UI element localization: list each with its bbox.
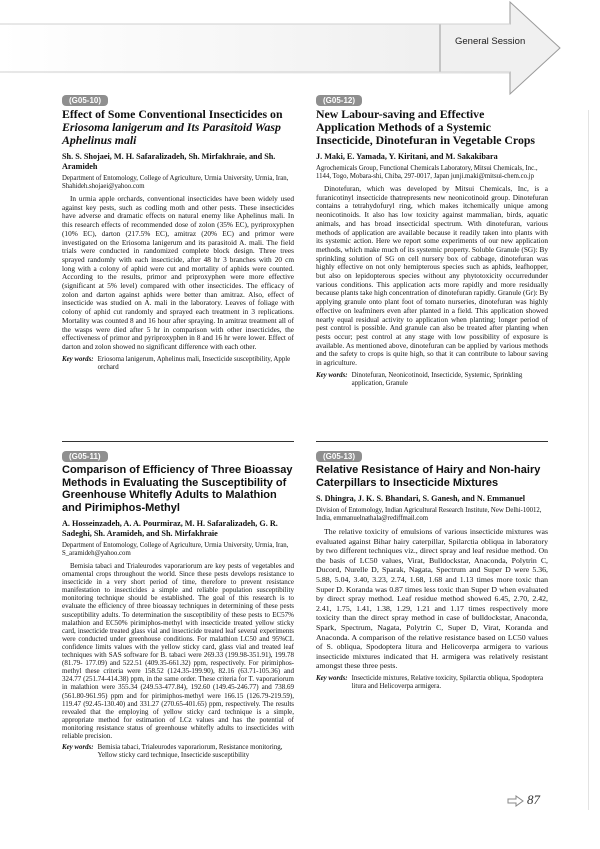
page-arrow-icon <box>507 795 525 807</box>
divider-right <box>316 441 548 442</box>
paper-code-badge: (G05-12) <box>316 95 362 106</box>
paper-title: Relative Resistance of Hairy and Non-hairy Caterpillars to Insecticide Mixtures <box>316 464 541 489</box>
paper-g05-12 <box>316 90 548 388</box>
paper-keywords <box>62 356 294 372</box>
section-label: General Session <box>455 36 526 47</box>
keywords-label: Key words: <box>62 744 94 752</box>
paper-g05-11 <box>62 446 294 760</box>
page-number: 87 <box>527 792 540 807</box>
paper-abstract: The relative toxicity of emulsions of various insecticide mixtures was evaluated against Bihar hairy caterpillar, Spilarctia obliqua in laboratory by two different techniques viz., direct spray and leaf residue method. On the basis of LC50 values, Virat, Bulldockstar, Anaconda, Polytrin C, Ducord, Nurelle D, Sparak, Nagata, Spectrum and Super D were 5.36, 5.88, 5.04, 3.40, 3.23, 2.74, 1.68, 1.68 and 1.13 times more toxic than Super D. Koranda was 0.87 times less toxic than Super D when evaluated by direct spray method. Leaf residue method showed 6.45, 2.70, 2.42, 2.41, 1.75, 1.41, 1.38, 1.29, 1.21 and 1.17 times respectively more toxicity than the direct spray method in case of bulldockstar, Anaconda, Spark, Spectrum, Nagata, Polytrin C, Super D, Virat, Koranda and Anaconda. A comparison of the relative resistance based on LC50 values of S. obliqua, Spodoptera litura and Helicoverpa armigera to various insecticide mixtures indicated that H. armigera was relatively resistant amongst these three pests. <box>316 527 548 671</box>
keywords-label: Key words: <box>316 674 348 682</box>
keywords-value: Eriosoma lanigerum, Aphelinus mali, Insecticide susceptibility, Apple orchard <box>97 355 291 371</box>
paper-code-badge: (G05-13) <box>316 451 362 462</box>
keywords-value: Insecticide mixtures, Relative toxicity, Spilarctia obliqua, Spodoptera litura and Helicoverpa armigera. <box>351 674 544 690</box>
paper-authors: J. Maki, E. Yamada, Y. Kiritani, and M. Sakakibara <box>316 152 498 161</box>
paper-affiliation: Department of Entomology, College of Agriculture, Urmia University, Urmia, Iran, S_aramideh@yahoo.com <box>62 542 289 557</box>
page-edge-decoration <box>588 110 595 810</box>
keywords-label: Key words: <box>316 371 348 379</box>
paper-authors: A. Hosseinzadeh, A. A. Pourmiraz, M. H. Safaralizadeh, G. R. Sadeghi, Sh. Aramideh, and Sh. Mirfakhraie <box>62 519 278 538</box>
keywords-value: Bemisia tabaci, Trialeurodes vaporariorum, Resistance monitoring, Yellow sticky card technique, Insecticide susceptibility <box>97 744 283 760</box>
paper-code-badge: (G05-11) <box>62 451 108 462</box>
paper-g05-13 <box>316 446 548 691</box>
divider-left <box>62 441 294 442</box>
paper-keywords <box>316 675 548 691</box>
keywords-label: Key words: <box>62 355 94 363</box>
paper-code-badge: (G05-10) <box>62 95 108 106</box>
paper-title: Effect of Some Conventional Insecticides on Eriosoma lanigerum and Its Parasitoid Wasp Aphelinus mali <box>62 107 283 147</box>
paper-g05-10 <box>62 90 294 372</box>
paper-affiliation: Division of Entomology, Indian Agricultural Research Institute, New Delhi-10012, India, emmanuelnathala@rediffmail.com <box>316 507 542 522</box>
paper-affiliation: Department of Entomology, College of Agriculture, Urmia University, Urmia, Iran, Shahideh.shojaei@yahoo.com <box>62 175 289 190</box>
paper-abstract: Bemisia tabaci and Trialeurodes vaporariorum are key pests of vegetables and ornamental crops throughout the world. Since these pests develops resistance to insecticide in a very short period of time, therefore to prevent resistance manifestation to insecticides a simple and reliable population susceptibility monitoring technique should be established. The goal of this research is to evaluate the efficiency of three bioassay techniques in determining of these pests susceptibility adults. To determination the susceptibility of these pests to EC57% malathion and EC50% pirimiphos-methyl with insecticide treated yellow sticky card, insecticide treated glass vial and insecticide treated leaf several experiments were conducted under greenhouse conditions. For malathion LC50 and 95%CL confidence limits values with the yellow sticky card, glass vial and treated leaf techniques with SAS software for B. tabaci were 269.33 (199.98-351.91), 199.78 (81.79- 177.09) and 522.51 (409.35-661.32) ppm, respectively. For pirimiphos-methyl these criteria were 158.52 (124.35-199.90), 82.16 (63.71-105.36) and 324.77 (251.74-414.38) ppm, in the same order. These criteria for T. vaporariorum in malathion were 355.34 (249.53-477.84), 192.60 (149.45-246.77) and 738.69 (561.80-961.95) ppm and for pirimiphos-methyl were 166.15 (126.79-219.59), 119.47 (92.45-130.40) and 331.27 (270.65-401.65) ppm, respectively. The results revealed that the employing of yellow sticky card technique is a simple, appropriate method for estimation of LCz values and has the potential of monitoring resistance status of greenhouse whitefly adults to insecticides with reliable precision. <box>62 562 294 740</box>
paper-title: New Labour-saving and Effective Application Methods of a Systemic Insecticide, Dinotefuran in Vegetable Crops <box>316 107 536 147</box>
paper-keywords <box>62 744 294 760</box>
paper-keywords <box>316 372 548 388</box>
keywords-value: Dinotefuran, Neonicotinoid, Insecticide, Systemic, Sprinkling application, Granule <box>351 371 523 387</box>
paper-abstract: Dinotefuran, which was developed by Mitsui Chemicals, Inc, is a furanicotinyl insecticide thatrepresents new neonicotinoid group. Dinotefuran contains a tetrahydofuryl ring, which makes itchemically unique among neonicotinoids. It also has low toxicity against mammalian, birds, aquatic animals, and has broad insecticidal spectrum. With dinotefuran, various methods of application are available because it readily taken into plants with its systemic action. Here we report some experiments of our new application methods, which make much of its systemic property. Soluble Granule (SG): By sprinkling solution of SG on cell nursery box of cabbage, dinotefuran was highly effective on not only hemipterous species such as aphids, leafhopper, but also on lepidopterous species without any phytotoxicity occurredunder various conditions. This application acts more rapidly and more residually because plants take high concentration of dinotefuran rapidly. Granule (Gr): By applying granule onto plant foot of tomato nurseries, dinotefuran was highly effective on leafminers even after planted in a field. This application showed nearly equal residual activity to application when planting; longer period of pest control is possible. And granule can also be treated after planting when pests occur; pest control at any stage with low possibility of exposure is available. As mentioned above, dinotefuran can be applied by various methods and the safety to crops is quite high, so that it can contribute to labour saving in agriculture. <box>316 184 548 368</box>
header-arrow-band <box>0 0 600 98</box>
paper-affiliation: Agrochemicals Group, Functional Chemicals Laboratory, Mitsui Chemicals, Inc., 1144, Togo, Mobara-shi, Chiba, 297-0017, Japan junji.maki@mitsui-chem.co.jp <box>316 165 538 180</box>
paper-title: Comparison of Efficiency of Three Bioassay Methods in Evaluating the Susceptibility of Greenhouse Whitefly Adults to Malathion and Pirimiphos-Methyl <box>62 464 293 514</box>
paper-authors: S. Dhingra, J. K. S. Bhandari, S. Ganesh, and N. Emmanuel <box>316 494 526 503</box>
paper-abstract: In urmia apple orchards, conventional insecticides have been widely used against key pests, such as codling moth and other pests. These insecticides have adverse and dramatic effects on natural enemy like Aphelinus mali. In this research effects of recommended dose of zolon (35% EC), pyriproxyphen (10% EC), darton (217.5% EC), amitraz (20% EC) and primor were investigated on the Eriosoma lanigerum and its parasitoid A. mali. The field trials were conducted in randomized complete block design. Three trees sprayed randomly with each insecticide, after 48 hr 3 branches with 20 cm long with a colony of aphid were cut and mortality of aphids were counted. According to the results, primor and priproxyphen were more effective (significant at 5% level) compared with other insecticides. The efficacy of zolon and darton against aphids were better than amitraz. Also, effect of insecticide was studied on A. mali in the laboratory. Leaves of foliage with colony of aphid cut randomly and sprayed each treatment in 3 replications. Mortality was counted 8 and 16 hour after spraying. In amitraz treatment all of the wasps were died after 5 hr in comparison with other insecticides, the effectiveness of primor and pyriproxyphen in 8 and 16 hr were lower. Effect of darton and zolon showed no significant difference with each other. <box>62 194 294 351</box>
paper-authors: Sh. S. Shojaei, M. H. Safaralizadeh, Sh. Mirfakhraie, and Sh. Aramideh <box>62 152 276 171</box>
